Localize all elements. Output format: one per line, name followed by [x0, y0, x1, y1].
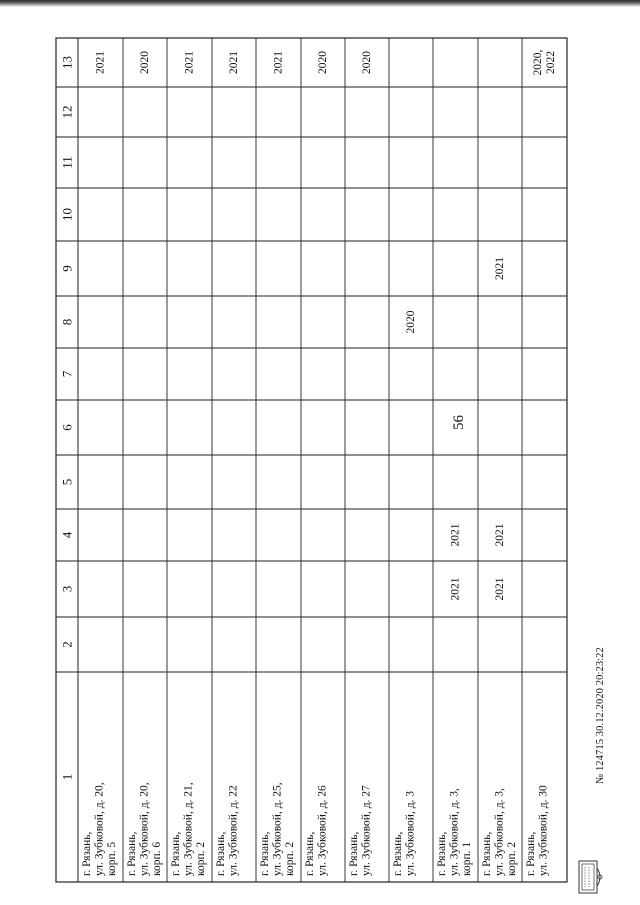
address-line: ул. Зубковой, д. 26 [316, 785, 329, 876]
header-cell-10: 10 [59, 208, 75, 221]
cell-value-col-13: 2020 [361, 51, 373, 74]
header-cell-7: 7 [59, 370, 75, 378]
cell-value-col-13: 2020 [317, 51, 329, 74]
table-row [170, 51, 207, 876]
table-row [259, 51, 296, 876]
table-row [304, 51, 329, 876]
table-row [481, 257, 518, 876]
table-row [81, 51, 118, 876]
table-border [56, 38, 567, 882]
address-line: корп. 6 [151, 841, 163, 876]
header-cell-8: 8 [59, 318, 75, 326]
table-row [348, 51, 373, 876]
registry-stamp-icon [578, 858, 604, 896]
cell-value-col-13: 2022 [545, 51, 557, 74]
cell-value-col-13: 2021 [183, 51, 196, 74]
address-line: ул. Зубковой, д. 22 [227, 785, 240, 876]
table-row [436, 523, 473, 876]
address-line: ул. Зубковой, д. 30 [537, 785, 550, 876]
address-line: корп. 2 [284, 841, 296, 876]
header-cell-5: 5 [59, 478, 75, 486]
header-cell-11: 11 [59, 156, 75, 169]
address-line: г. Рязань, [81, 831, 93, 876]
cell-value-col-4: 2021 [494, 523, 506, 547]
address-line: г. Рязань, [436, 831, 448, 876]
header-cell-13: 13 [59, 56, 75, 69]
address-line: ул. Зубковой, д. 3, [493, 788, 506, 876]
cell-value-col-3: 2021 [494, 577, 506, 601]
address-line: ул. Зубковой, д. 25, [271, 782, 284, 876]
cell-value-col-13: 2021 [94, 51, 107, 74]
page-number-text: 56 [450, 414, 467, 430]
table-row [525, 49, 557, 876]
address-line: г. Рязань, [126, 831, 138, 876]
header-cell-1: 1 [59, 773, 75, 781]
address-line: г. Рязань, [481, 831, 493, 876]
address-line: ул. Зубковой, д. 3 [404, 790, 417, 876]
address-line: г. Рязань, [215, 831, 227, 876]
cell-value-col-4: 2021 [449, 523, 462, 547]
cell-value-col-13: 2020, [532, 49, 544, 76]
doc-id-text: № 124715 30.12.2020 20:23:22 [594, 646, 606, 784]
cell-value-col-9: 2021 [494, 257, 506, 280]
address-line: г. Рязань, [304, 831, 316, 876]
header-cell-3: 3 [59, 585, 75, 593]
table-row [215, 51, 240, 876]
address-line: г. Рязань, [348, 831, 360, 876]
header-cell-12: 12 [59, 105, 75, 119]
cell-value-col-3: 2021 [449, 577, 462, 601]
document-footer [588, 590, 612, 840]
header-cell-4: 4 [59, 531, 75, 539]
table-row [392, 310, 417, 876]
address-line: ул. Зубковой, д. 20, [138, 782, 151, 876]
address-line: г. Рязань, [392, 831, 404, 876]
address-line: корп. 2 [506, 841, 518, 876]
address-line: ул. Зубковой, д. 20, [93, 782, 106, 876]
header-cell-9: 9 [59, 265, 75, 272]
address-line: корп. 1 [461, 841, 473, 876]
address-line: ул. Зубковой, д. 3, [448, 788, 461, 876]
address-line: ул. Зубковой, д. 27 [360, 785, 373, 876]
address-line: корп. 2 [195, 841, 207, 876]
address-line: г. Рязань, [170, 831, 182, 876]
cell-value-col-13: 2021 [228, 51, 240, 74]
cell-value-col-13: 2021 [272, 51, 285, 74]
address-line: корп. 5 [106, 841, 118, 876]
header-cell-2: 2 [59, 641, 75, 648]
address-line: г. Рязань, [259, 831, 271, 876]
address-line: ул. Зубковой, д. 21, [182, 782, 195, 876]
table-row [126, 51, 163, 876]
header-cell-6: 6 [59, 424, 75, 431]
cell-value-col-13: 2020 [139, 51, 151, 74]
cell-value-col-8: 2020 [405, 310, 417, 334]
address-line: г. Рязань, [525, 831, 537, 876]
